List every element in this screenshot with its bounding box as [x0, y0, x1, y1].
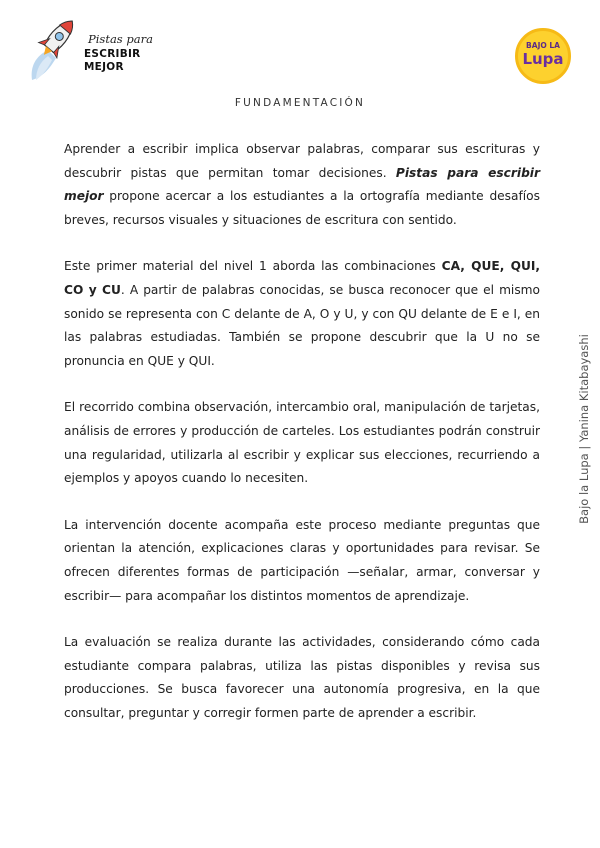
badge-top-text: BAJO LA	[526, 41, 560, 50]
badge-bottom-text: Lupa	[522, 50, 564, 68]
pistas-logo	[22, 10, 182, 80]
paragraph-2-text-end: . A partir de palabras conocidas, se busca reconocer que el mismo sonido se representa con C delante de A, O y U, y con QU delante de E e I, en las palabras estudiadas. También se propone descubrir que la U no se pronuncia en QUE y QUI.	[64, 282, 541, 368]
paragraph-4: La intervención docente acompaña este proceso mediante preguntas que orientan la atención, explicaciones claras y oportunidades para revisar. Se ofrecen diferentes formas de participación —señalar, armar, conversar y escribir— para acompañar los distintos momentos de aprendizaje.	[64, 517, 540, 603]
side-credit-text: Bajo la Lupa | Yanina Kitabayashi	[577, 334, 591, 524]
emphasis-combinations: CA, QUE, QUI, CO y CU	[64, 259, 541, 297]
paragraph-2	[64, 255, 540, 373]
paragraph-1-text-end: propone acercar a los estudiantes a la ortografía mediante desafíos breves, recursos visuales y situaciones de escritura con sentido.	[64, 189, 540, 227]
logo-tagline: Pistas para	[88, 32, 153, 46]
bajo-la-lupa-badge	[515, 28, 571, 84]
paragraph-1	[64, 138, 540, 232]
paragraph-2-text: Este primer material del nivel 1 aborda las combinaciones	[64, 259, 442, 274]
paragraph-1-text: Aprender a escribir implica observar palabras, comparar sus escrituras y descubrir pistas que permitan tomar decisiones.	[64, 142, 540, 180]
page-title: FUNDAMENTACIÓN	[234, 97, 366, 109]
emphasis-title: Pistas para escribir mejor	[64, 165, 540, 204]
paragraph-5: La evaluación se realiza durante las actividades, considerando cómo cada estudiante compara palabras, utiliza las pistas disponibles y revisa sus producciones. Se busca favorecer una autonomía progresiva, en la que consultar, preguntar y corregir formen parte de aprender a escribir.	[64, 635, 540, 720]
document-body	[64, 138, 540, 748]
rocket-icon	[22, 10, 92, 82]
paragraph-3: El recorrido combina observación, intercambio oral, manipulación de tarjetas, análisis de errores y producción de carteles. Los estudiantes podrán construir una regularidad, utilizarla al escribir y explicar sus elecciones, recurriendo a ejemplos y apoyos cuando lo necesiten.	[64, 400, 540, 486]
logo-title: ESCRIBIR MEJOR	[84, 47, 141, 73]
